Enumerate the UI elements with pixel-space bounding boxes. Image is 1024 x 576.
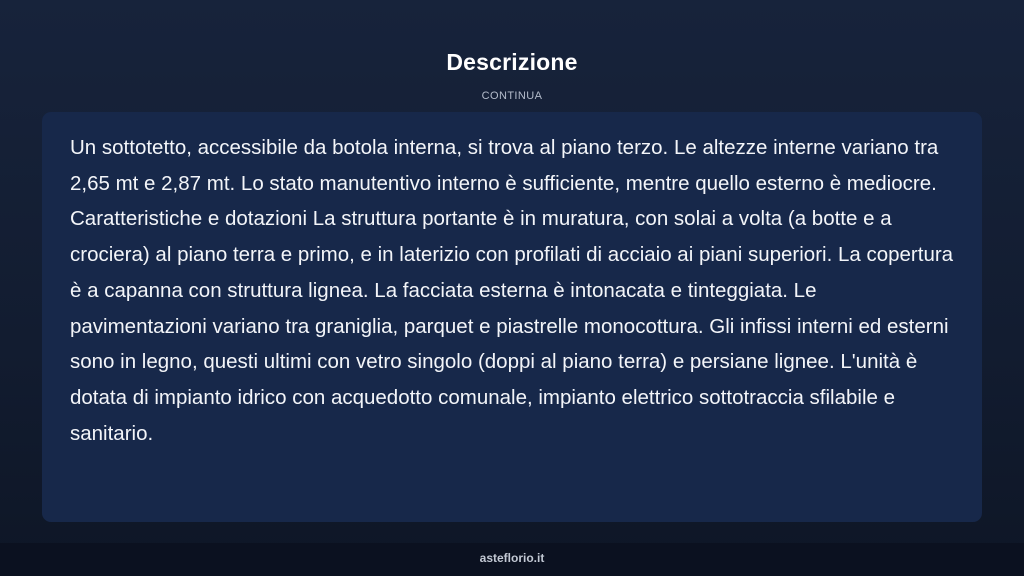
footer-bar (0, 543, 1024, 576)
description-card (42, 112, 982, 522)
page-title: Descrizione (446, 49, 578, 75)
page-subtitle: CONTINUA (481, 90, 543, 102)
description-text: Un sottotetto, accessibile da botola interna, si trova al piano terzo. Le altezze interne variano tra 2,65 mt e 2,87 mt. Lo stato manutentivo interno è sufficiente, mentre quello esterno è mediocre. Caratteristiche e dotazioni La struttura portante è in muratura, con solai a volta (a botte e a crociera) al piano terra e primo, e in laterizio con profilati di acciaio ai piani superiori. La copertura è a capanna con struttura lignea. La facciata esterna è intonacata e tinteggiata. Le pavimentazioni variano tra graniglia, parquet e piastrelle monocottura. Gli infissi interni ed esterni sono in legno, questi ultimi con vetro singolo (doppi al piano terra) e persiane lignee. L'unità è dotata di impianto idrico con acquedotto comunale, impianto elettrico sottotraccia sfilabile e sanitario. (70, 136, 954, 445)
footer-site-label: asteflorio.it (479, 551, 545, 565)
